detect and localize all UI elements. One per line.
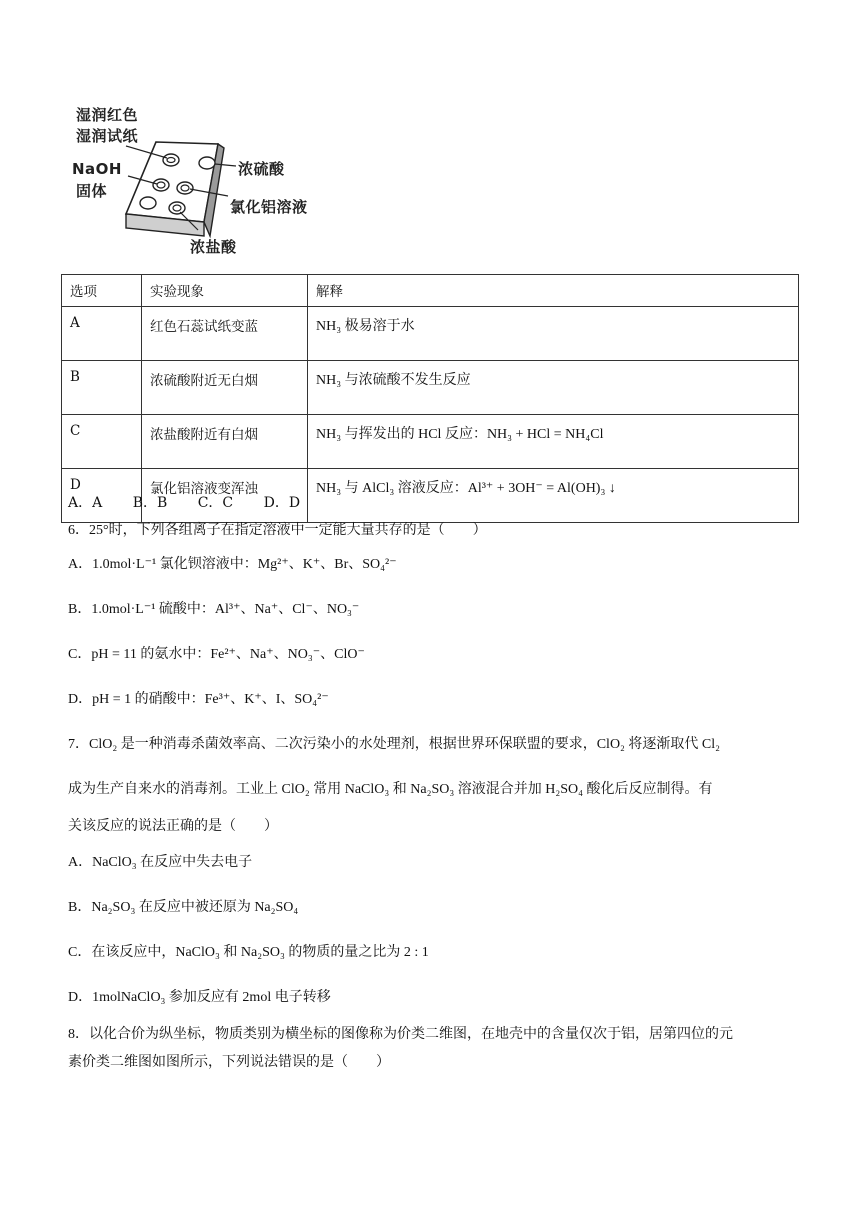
label-conc-sulfuric-acid: 浓硫酸 xyxy=(238,160,285,178)
table-row xyxy=(62,307,799,361)
q8-stem-line1: 8．以化合价为纵坐标，物质类别为横坐标的图像称为价类二维图，在地壳中的含量仅次于铝，居第四位的元 xyxy=(68,1027,733,1042)
q8-stem-line2: 素价类二维图如图所示，下列说法错误的是（ ） xyxy=(68,1055,390,1070)
label-naoh-solid: 固体 xyxy=(76,182,108,200)
option-cell: A xyxy=(62,307,142,361)
table-row xyxy=(62,361,799,415)
label-naoh: NaOH xyxy=(72,160,122,178)
q5-answer-choices xyxy=(68,492,326,512)
q5-choice-a[interactable]: A．A xyxy=(68,495,103,511)
table-header-option: 选项 xyxy=(62,275,142,307)
label-wet-red-line2: 湿润试纸 xyxy=(76,127,139,145)
option-cell: D xyxy=(62,469,142,523)
table-header-explanation: 解释 xyxy=(308,275,799,307)
q7-stem-line2: 成为生产自来水的消毒剂。工业上 ClO₂ 常用 NaClO₃ 和 Na₂SO₃ 溶液混合并加 H₂SO₄ 酸化后反应制得。有 xyxy=(68,782,713,797)
label-wet-red-line1: 湿润红色 xyxy=(76,106,139,124)
explanation-cell: NH₃ 与挥发出的 HCl 反应：NH₃ + HCl = NH₄Cl xyxy=(308,415,799,469)
q6-option-c[interactable]: C．pH = 11 的氨水中：Fe²⁺、Na⁺、NO₃⁻、ClO⁻ xyxy=(68,647,365,662)
label-conc-hydrochloric-acid: 浓盐酸 xyxy=(190,238,237,256)
q5-choice-b[interactable]: B．B xyxy=(132,495,168,511)
q6-option-d[interactable]: D．pH = 1 的硝酸中：Fe³⁺、K⁺、I、SO₄²⁻ xyxy=(68,692,329,707)
experiment-figure xyxy=(70,104,340,260)
table-header-row xyxy=(62,275,799,307)
q7-stem-line1: 7．ClO₂ 是一种消毒杀菌效率高、二次污染小的水处理剂，根据世界环保联盟的要求，ClO₂ 将逐渐取代 Cl₂ xyxy=(68,737,721,752)
q5-choice-c[interactable]: C．C xyxy=(197,495,234,511)
q7-option-b[interactable]: B．Na₂SO₃ 在反应中被还原为 Na₂SO₄ xyxy=(68,900,299,915)
q6-option-a[interactable]: A．1.0mol·L⁻¹ 氯化钡溶液中：Mg²⁺、K⁺、Br、SO₄²⁻ xyxy=(68,557,397,572)
q7-option-c[interactable]: C．在该反应中，NaClO₃ 和 Na₂SO₃ 的物质的量之比为 2 : 1 xyxy=(68,945,429,960)
experiment-table xyxy=(61,274,799,523)
table-row xyxy=(62,415,799,469)
q5-choice-d[interactable]: D．D xyxy=(263,495,301,511)
q6-option-b[interactable]: B．1.0mol·L⁻¹ 硫酸中：Al³⁺、Na⁺、Cl⁻、NO₃⁻ xyxy=(68,602,360,617)
table-header-phenomenon: 实验现象 xyxy=(142,275,308,307)
label-aluminum-chloride: 氯化铝溶液 xyxy=(230,198,308,216)
option-cell: C xyxy=(62,415,142,469)
explanation-cell: NH₃ 与 AlCl₃ 溶液反应：Al³⁺ + 3OH⁻ = Al(OH)₃ ↓ xyxy=(308,469,799,523)
phenomenon-cell: 浓盐酸附近有白烟 xyxy=(142,415,308,469)
explanation-cell: NH₃ 极易溶于水 xyxy=(308,307,799,361)
phenomenon-cell: 氯化铝溶液变浑浊 xyxy=(142,469,308,523)
option-cell: B xyxy=(62,361,142,415)
explanation-cell: NH₃ 与浓硫酸不发生反应 xyxy=(308,361,799,415)
phenomenon-cell: 红色石蕊试纸变蓝 xyxy=(142,307,308,361)
q7-option-d[interactable]: D．1molNaClO₃ 参加反应有 2mol 电子转移 xyxy=(68,990,331,1005)
phenomenon-cell: 浓硫酸附近无白烟 xyxy=(142,361,308,415)
q7-stem-line3: 关该反应的说法正确的是（ ） xyxy=(68,819,278,834)
q6-stem: 6．25°时，下列各组离子在指定溶液中一定能大量共存的是（ ） xyxy=(68,523,487,538)
q7-option-a[interactable]: A．NaClO₃ 在反应中失去电子 xyxy=(68,855,253,870)
